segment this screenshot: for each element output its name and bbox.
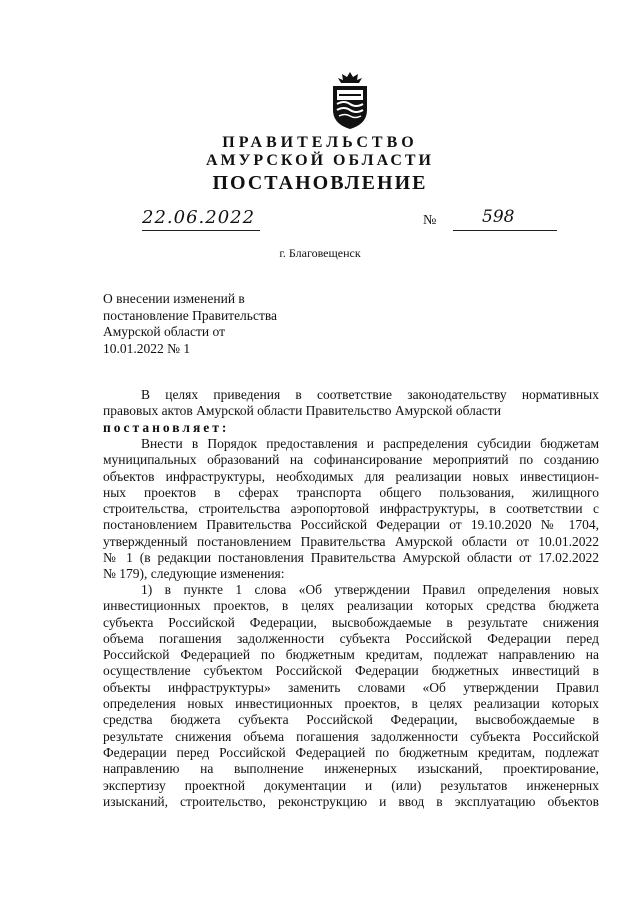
paragraph-line: № 1 (в редакции постановления Правительства Амурской области от 17.02.2022 xyxy=(103,550,599,566)
number-sign: № xyxy=(423,213,437,228)
paragraph-line: осуществление субъектом Российской Федерации бюджетных инвестиций в xyxy=(103,663,599,679)
region-title: АМУРСКОЙ ОБЛАСТИ xyxy=(206,152,434,169)
amendment-item-1 xyxy=(103,582,599,810)
decree-word: постановляет: xyxy=(103,420,230,435)
paragraph-line: строительства, строительства аэропортовой инфраструктуры, в соответствии с xyxy=(103,501,599,517)
paragraph-line: ных проектов в сферах транспорта общего пользования, жилищного xyxy=(103,484,599,500)
paragraph-line: № 179), следующие изменения: xyxy=(103,566,285,582)
amendment-intro-paragraph xyxy=(103,436,599,583)
paragraph-line: 1) в пункте 1 слова «Об утверждении Правил определения новых xyxy=(141,582,599,597)
paragraph-line: изысканий, строительство, реконструкцию и ввод в эксплуатацию объектов xyxy=(103,793,599,809)
paragraph-line: постановлением Правительства Российской Федерации от 19.10.2020 № 1704, xyxy=(103,517,599,533)
paragraph-line: утвержденный постановлением Правительства Амурской области от 10.01.2022 xyxy=(103,533,599,549)
document-date: 22.06.2022 xyxy=(142,207,256,228)
coat-of-arms-icon xyxy=(327,72,373,130)
document-number: 598 xyxy=(482,207,515,227)
date-underline xyxy=(142,230,260,231)
subject-line: 10.01.2022 № 1 xyxy=(103,340,191,356)
paragraph-line: субъекта Российской Федерации, высвобождаемые в результате снижения xyxy=(103,614,599,630)
paragraph-line: результате снижения объема погашения задолженности субъекта Российской xyxy=(103,728,599,744)
number-underline xyxy=(453,230,557,231)
paragraph-line: Российской Федерацией по бюджетным кредитам, подлежат направлению на xyxy=(103,647,599,663)
paragraph-line: муниципальных образований на софинансирование мероприятий по созданию xyxy=(103,452,599,468)
government-title: ПРАВИТЕЛЬСТВО xyxy=(222,134,418,151)
paragraph-line: объекты инфраструктуры» заменить словами «Об утверждении Правил xyxy=(103,679,599,695)
document-type-title: ПОСТАНОВЛЕНИЕ xyxy=(212,172,428,194)
preamble-line: В целях приведения в соответствие законодательству нормативных xyxy=(141,387,599,402)
paragraph-line: экспертизу проектной документации и (или) результатов инженерных xyxy=(103,777,599,793)
subject-line: О внесении изменений в xyxy=(103,291,245,306)
city-name: г. Благовещенск xyxy=(279,246,361,260)
paragraph-line: объема погашения задолженности субъекта Российской Федерации перед xyxy=(103,630,599,646)
preamble-line: правовых актов Амурской области Правительство Амурской области xyxy=(103,403,501,418)
paragraph-line: средства бюджета субъекта Российской Федерации, высвобождаемые в xyxy=(103,712,599,728)
paragraph-line: Федерации перед Российской Федерацией по бюджетным кредитам, подлежат xyxy=(103,744,599,760)
subject-line: Амурской области от xyxy=(103,324,225,339)
subject-line: постановление Правительства xyxy=(103,307,278,323)
paragraph-line: объектов инфраструктуры, необходимых для реализации новых инвестицион- xyxy=(103,468,599,484)
paragraph-line: Внести в Порядок предоставления и распределения субсидии бюджетам xyxy=(141,436,599,451)
paragraph-line: определения новых инвестиционных проектов, в целях реализации которых xyxy=(103,696,599,712)
paragraph-line: направлению на выполнение инженерных изысканий, проектирование, xyxy=(103,761,599,777)
paragraph-line: инвестиционных проектов, в целях реализации которых средства бюджета xyxy=(103,598,599,614)
document-subject xyxy=(103,291,303,357)
